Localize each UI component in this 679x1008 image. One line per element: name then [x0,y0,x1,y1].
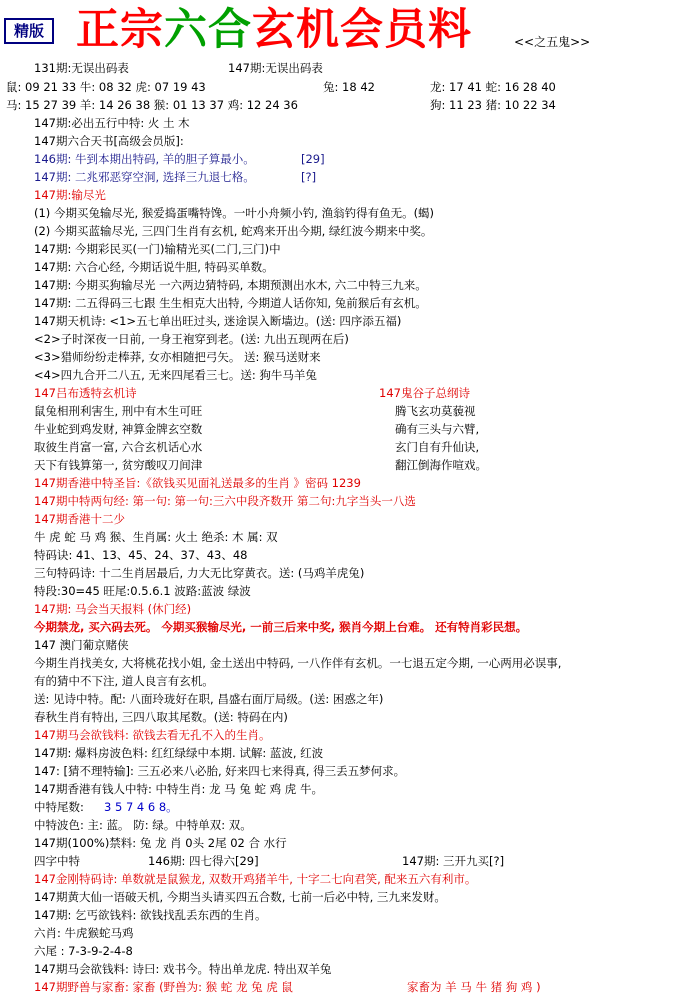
page-title [76,2,472,58]
zodiac-row: 兔: 18 42 [323,80,375,94]
section-heading: 147鬼谷子总纲诗 [379,386,470,400]
text-line: 送: 见诗中特。配: 八面玲珑好在职, 昌盛右面厅局级。(送: 困惑之年) [34,692,384,706]
text-line: 春秋生肖有特出, 三四八取其尾数。(送: 特码在内) [34,710,288,724]
text-line: 特码诀: 41、13、45、24、37、43、48 [34,548,248,562]
text-line: 147期: 今期彩民买(一门)输精光买(二门,三门)中 [34,242,281,256]
poem-line: 腾飞玄功莫藐视 [395,404,476,418]
text-line: (2) 今期买蓝输尽光, 三四门生肖有玄机, 蛇鸡来开出今期, 绿红波今期来中奖。 [34,224,433,238]
text-line: 131期:无误出码表 [34,61,129,75]
text-line: 牛 虎 蛇 马 鸡 猴、生肖属: 火土 绝杀: 木 属: 双 [34,530,278,544]
section-heading: 147期香港十二少 [34,512,125,526]
title-part-1: 正宗 [76,5,164,55]
poem-line: 确有三头与六臂, [395,422,480,436]
text-line: 147期:无误出码表 [228,61,323,75]
section-heading: 147 澳门葡京赌侠 [34,638,129,652]
text-line: 六肖: 牛虎猴蛇马鸡 [34,926,134,940]
text-line: 147期(100%)禁料: 兔 龙 肖 0头 2尾 02 合 水行 [34,836,287,850]
section-heading: 147期: 马会当天报料 (休门经) [34,602,192,616]
zodiac-row: 狗: 11 23 猪: 10 22 34 [430,98,556,112]
text-line: 147期马会欲钱料: 诗曰: 戏书今。特出单龙虎. 特出双羊兔 [34,962,332,976]
zodiac-row: 马: 15 27 39 羊: 14 26 38 猴: 01 13 37 鸡: 12 24 36 [6,98,298,112]
section-heading: 147期中特两句经: 第一句: 第一句:三六中段齐数开 第二句:九字当头一八选 [34,494,416,508]
text-line: 特段:30=45 旺尾:0.5.6.1 波路:蓝波 绿波 [34,584,251,598]
text-line: 147期香港有钱人中特: 中特生肖: 龙 马 兔 蛇 鸡 虎 牛。 [34,782,323,796]
text-line: 146期: 牛到本期出特码, 羊的胆子算最小。 [34,152,255,166]
poem-line: 玄门自有升仙诀, [395,440,480,454]
text-line: [29] [301,152,325,166]
tail-numbers: 3 5 7 4 6 8。 [104,800,178,814]
title-part-2: 六合 [164,5,252,55]
text-line: 147期六合天书[高级会员版]: [34,134,184,148]
text-line: (1) 今期买兔输尽光, 猴爱捣蛋嘴特馋。一叶小舟频小钓, 渔翁钓得有鱼无。(蝎) [34,206,435,220]
section-heading: 家畜为 羊 马 牛 猪 狗 鸡 ) [407,980,541,994]
poem-line: 取彼生肖富一富, 六合玄机话心水 [34,440,203,454]
text-line: 147期: 二五得码三七跟 生生相克大出特, 今期道人话你知, 兔前猴后有玄机。 [34,296,427,310]
zodiac-row: 龙: 17 41 蛇: 16 28 40 [430,80,556,94]
text-line: 147期: 爆料房波色料: 红红绿绿中本期. 试解: 蓝波, 红波 [34,746,324,760]
text-line: <4>四九合开二八五, 无来四尾看三七。送: 狗牛马羊兔 [34,368,317,382]
text-line: 有的猜中不下注, 道人良言有玄机。 [34,674,214,688]
text-line: 中特尾数: [34,800,84,814]
poem-line: 鼠兔相刑利害生, 刑中有木生可旺 [34,404,203,418]
edition-badge: 精版 [4,18,54,44]
text-line: 147期: 六合心经, 今期话说牛胆, 特码买单数。 [34,260,274,274]
title-part-3: 玄机 [252,5,340,55]
text-line: 147期: 今期买狗输尽光 一六两边猜特码, 本期预测出水木, 六二中特三九来。 [34,278,427,292]
title-part-4: 会员料 [340,5,472,55]
text-line: 147期: 三开九买[?] [402,854,505,868]
text-line: 三句特码诗: 十二生肖居最后, 力大无比穿黄衣。送: (马鸡羊虎兔) [34,566,365,580]
section-heading: 147期野兽与家畜: 家畜 (野兽为: 猴 蛇 龙 兔 虎 鼠 [34,980,293,994]
text-line: 147期天机诗: <1>五七单出旺过头, 迷途误入断墙边。(送: 四序添五福) [34,314,402,328]
section-heading: 147期马会欲钱料: 欲钱去看无孔不入的生肖。 [34,728,271,742]
text-line: <3>猎师纷纷走棒莽, 女亦相随把弓矢。 送: 猴马送财来 [34,350,321,364]
text-line: <2>子时深夜一日前, 一身王袍穿到老。(送: 九出五现两在后) [34,332,349,346]
section-heading: 147期:输尽光 [34,188,106,202]
subtitle: <<之五鬼>> [514,35,591,49]
text-line: 今期生肖找美女, 大将桃花找小姐, 金土送出中特码, 一八作伴有玄机。一七退五定今期, 一心两用必误事, [34,656,562,670]
zodiac-row: 鼠: 09 21 33 牛: 08 32 虎: 07 19 43 [6,80,206,94]
text-line: 147期:必出五行中特: 火 土 木 [34,116,190,130]
text-line: 147期黄大仙一语破天机, 今期当头请买四五合数, 七前一后必中特, 三九来发财。 [34,890,446,904]
text-line: 六尾 : 7-3-9-2-4-8 [34,944,133,958]
text-line: 147: [猜不理特输]: 三五必来八必胎, 好来四七来得真, 得三丢五梦何求。 [34,764,406,778]
poem-line: 牛业蛇到鸡发财, 神算金牌玄空数 [34,422,203,436]
text-line: 中特波色: 主: 蓝。 防: 绿。中特单双: 双。 [34,818,252,832]
section-heading: 147吕布透特玄机诗 [34,386,137,400]
section-heading: 147期香港中特圣旨:《欲钱买见面礼送最多的生肖 》密码 1239 [34,476,361,490]
text-line: 146期: 四七得六[29] [148,854,259,868]
text-line: 四字中特 [34,854,80,868]
text-line: 今期禁龙, 买六码去死。 今期买猴输尽光, 一前三后来中奖, 猴肖今期上台难。 还有特肖彩民想。 [34,620,528,634]
poem-line: 天下有钱算第一, 贫穷酸叹刀间津 [34,458,203,472]
section-heading: 147金刚特码诗: 单数就是鼠猴龙, 双数开鸡猪羊牛, 十字二七向君笑, 配来五六有利市。 [34,872,477,886]
poem-line: 翻江倒海作喧戏。 [395,458,487,472]
text-line: 147期: 二兆邪恶穿空洞, 选择三九退七格。 [34,170,255,184]
text-line: 147期: 乞丐欲钱料: 欲钱找乱丢东西的生肖。 [34,908,267,922]
text-line: [?] [301,170,317,184]
